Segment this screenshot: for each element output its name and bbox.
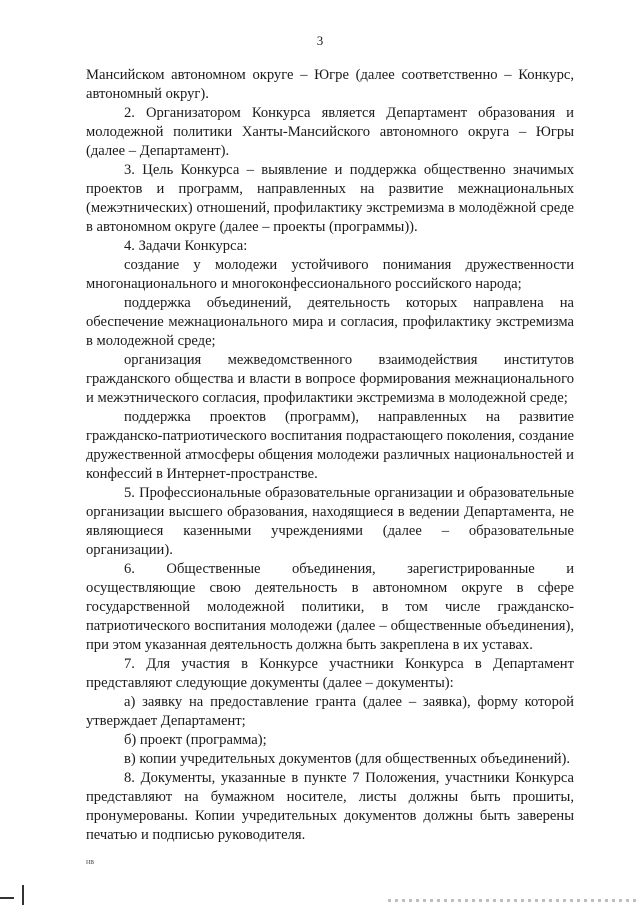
paragraph-continuation: Мансийском автономном округе – Югре (далее соответственно – Конкурс, автономный округ). <box>86 67 574 102</box>
paragraph-document-c: в) копии учредительных документов (для общественных объединений). <box>124 751 571 767</box>
paragraph-educational-orgs: 5. Профессиональные образовательные организации и образовательные организации высшего образования, находящиеся в ведении Департамента, не являющиеся казенными учреждениями (далее – образовательные организации). <box>86 485 574 558</box>
paragraph-task-1: создание у молодежи устойчивого понимания дружественности многонационального и многоконфессионального российского народа; <box>86 257 574 292</box>
page-number: 3 <box>316 33 324 48</box>
scan-edge-mark <box>22 885 24 905</box>
scan-edge-mark-horizontal <box>0 897 14 899</box>
document-body <box>86 66 574 845</box>
paragraph-organizer: 2. Организатором Конкурса является Департамент образования и молодежной политики Ханты-Мансийского автономного округа – Югры (далее – Департамент). <box>86 105 574 159</box>
paragraph-document-b: б) проект (программа); <box>124 732 267 748</box>
footer-mark: нв <box>86 857 95 866</box>
paragraph-documents-format: 8. Документы, указанные в пункте 7 Положения, участники Конкурса представляют на бумажном носителе, листы должны быть прошиты, пронумерованы. Копии учредительных документов должны быть заверены печатью и подписью руководителя. <box>86 770 574 843</box>
paragraph-task-3: организация межведомственного взаимодействия институтов гражданского общества и власти в вопросе формирования межнационального и межэтнического согласия, профилактики экстремизма в молодежной среде; <box>86 352 574 406</box>
paragraph-task-2: поддержка объединений, деятельность которых направлена на обеспечение межнационального мира и согласия, профилактику экстремизма в молодежной среде; <box>86 295 574 349</box>
paragraph-tasks-heading: 4. Задачи Конкурса: <box>124 238 248 254</box>
paragraph-public-associations: 6. Общественные объединения, зарегистрированные и осуществляющие свою деятельность в автономном округе в сфере государственной молодежной политики, в том числе гражданско-патриотического воспитания молодежи (далее – общественные объединения), при этом указанная деятельность должна быть закреплена в их уставах. <box>86 561 574 653</box>
paragraph-goal: 3. Цель Конкурса – выявление и поддержка общественно значимых проектов и программ, направленных на развитие межнациональных (межэтнических) отношений, профилактику экстремизма в молодёжной среде в автономном округе (далее – проекты (программы)). <box>86 162 574 235</box>
paragraph-document-a: а) заявку на предоставление гранта (далее – заявка), форму которой утверждает Департамент; <box>86 694 574 729</box>
paragraph-task-4: поддержка проектов (программ), направленных на развитие гражданско-патриотического воспитания подрастающего поколения, создание дружественной атмосферы общения молодежи различных национальностей и конфессий в Интернет-пространстве. <box>86 409 574 482</box>
scan-artifact-strip <box>388 899 640 902</box>
paragraph-documents-intro: 7. Для участия в Конкурсе участники Конкурса в Департамент представляют следующие документы (далее – документы): <box>86 656 574 691</box>
